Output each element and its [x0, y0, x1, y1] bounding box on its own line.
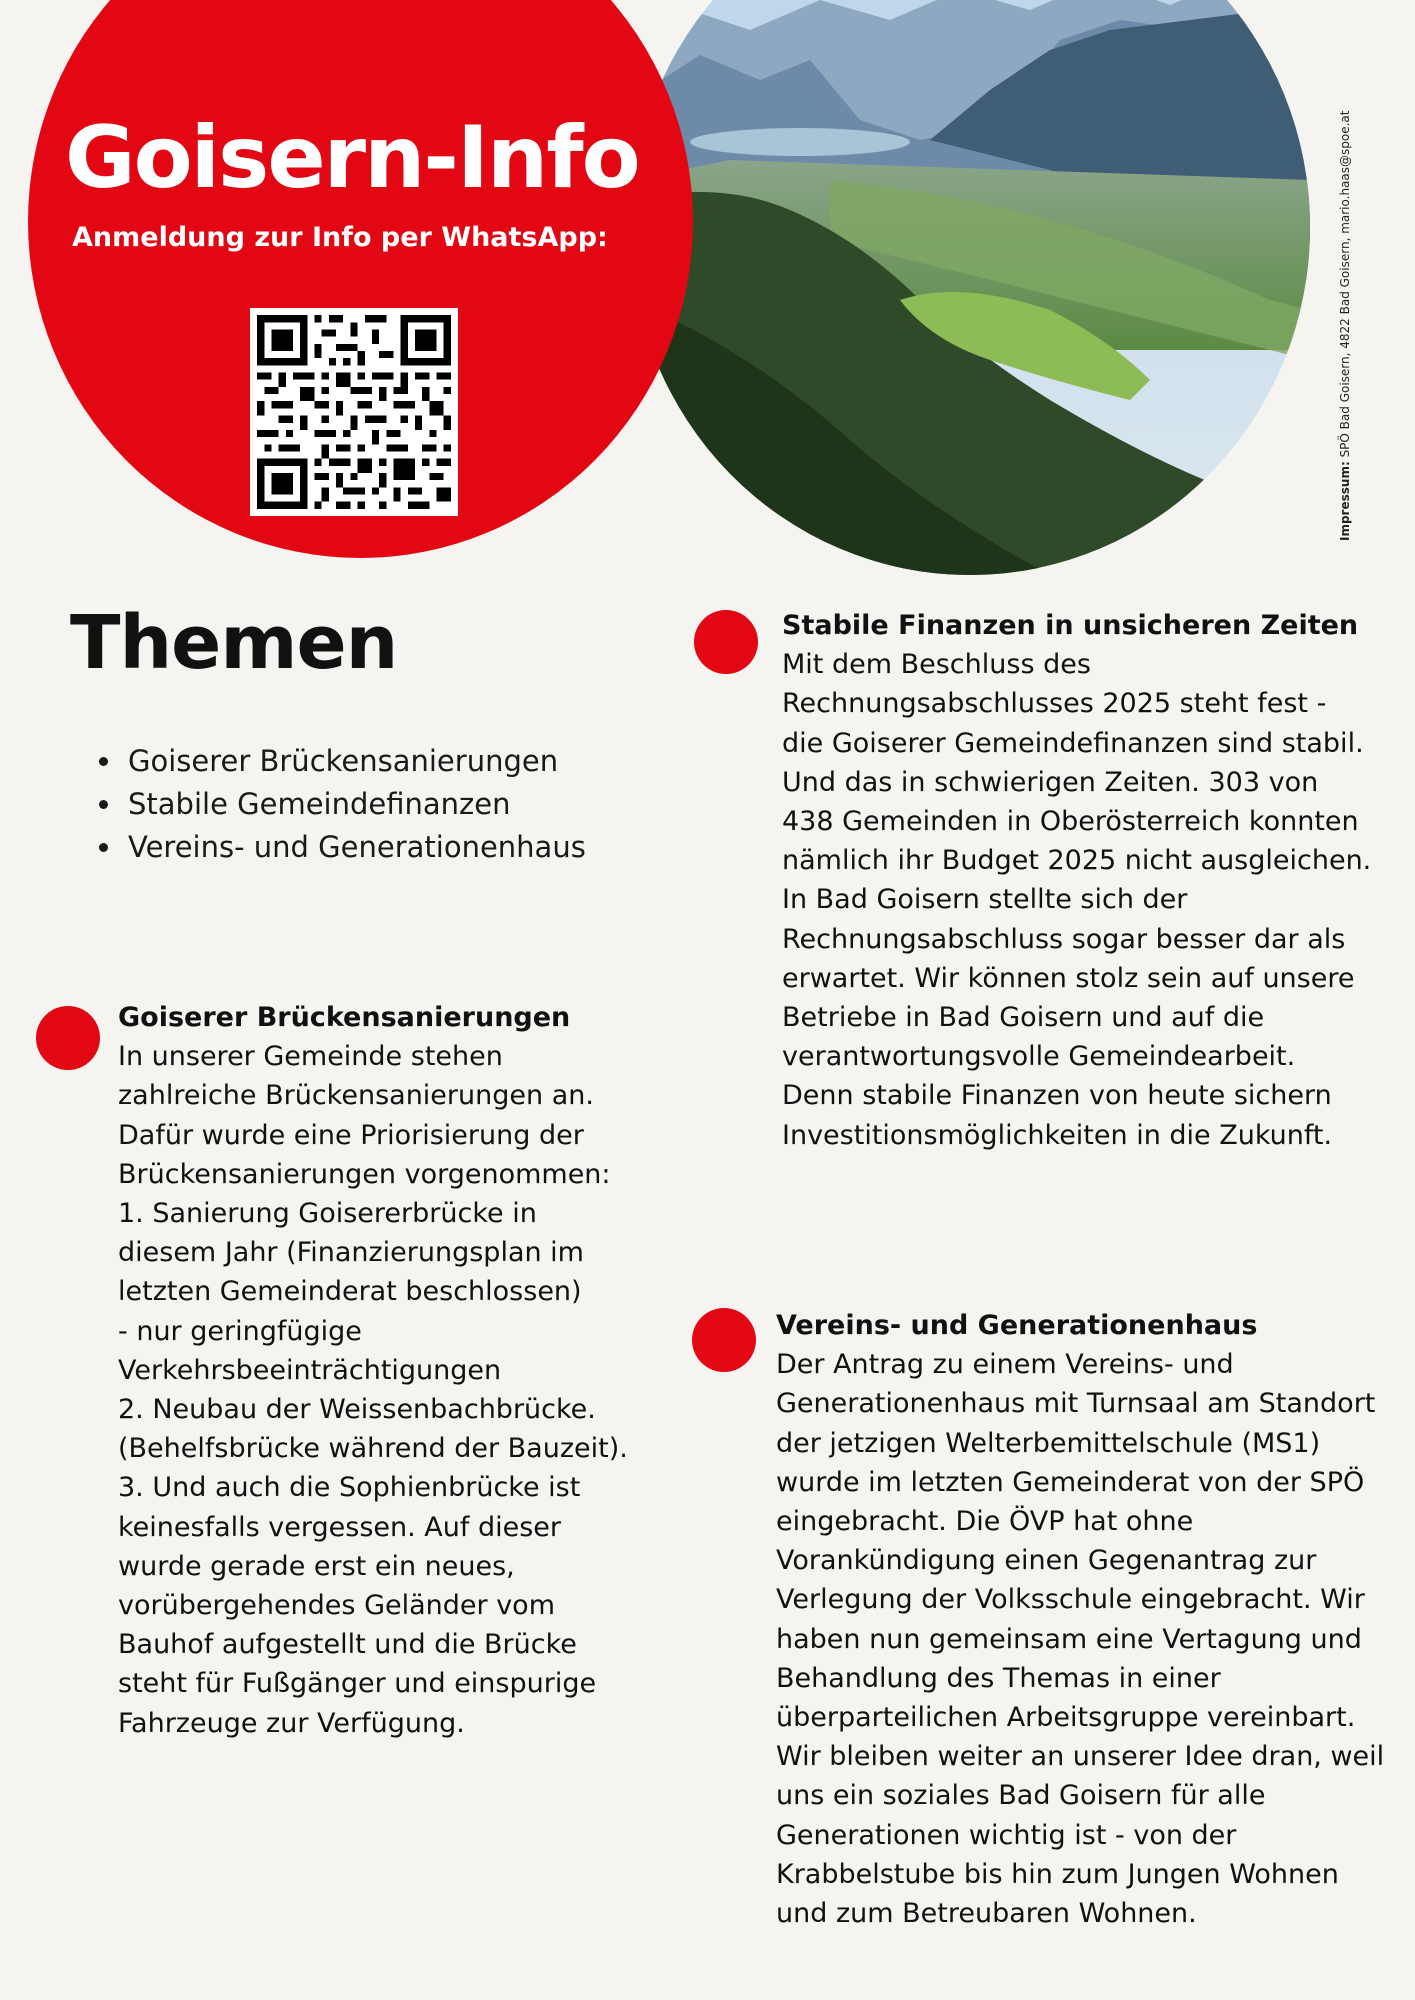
masthead-title: Goisern-Info [65, 108, 639, 208]
bullet-dot [692, 1308, 756, 1372]
article-body: Der Antrag zu einem Vereins- und Generationenhaus mit Turnsaal am Standort der jetzigen Welterbemittelschule (MS1) wurde im letzten Gemeinderat von der SPÖ eingebracht. Die ÖVP hat ohne Vorankündigung einen Gegenantrag zur Verlegung der Volksschule eingebracht. Wir haben nun gemeinsam eine Vertagung und Behandlung des Themas in einer überparteilichen Arbeitsgruppe vereinbart. Wir bleiben weiter an unserer Idee dran, weil uns ein soziales Bad Goisern für alle Generationen wichtig ist - von der Krabbelstube bis hin zum Jungen Wohnen und zum Betreubaren Wohnen. [776, 1349, 1385, 1930]
article-body: In unserer Gemeinde stehen zahlreiche Brückensanierungen an. Dafür wurde eine Priorisierung der Brückensanierungen vorgenommen: 1. Sanierung Goisererbrücke in diesem Jahr (Finanzierungsplan im letzten Gemeinderat beschlossen) - nur geringfügige Verkehrsbeeinträchtigungen 2. Neubau der Weissenbachbrücke. (Behelfsbrücke während der Bauzeit). 3. Und auch die Sophienbrücke ist keinesfalls vergessen. Auf dieser wurde gerade erst ein neues, vorübergehendes Geländer vom Bauhof aufgestellt und die Brücke steht für Fußgänger und einspurige Fahrzeuge zur Verfügung. [118, 1041, 628, 1739]
article-title: Vereins- und Generationenhaus [776, 1310, 1258, 1341]
article-title: Stabile Finanzen in unsicheren Zeiten [782, 610, 1359, 641]
article-bruecken [118, 998, 638, 1743]
themen-item: • Stabile Gemeindefinanzen [124, 783, 586, 826]
impressum [1338, 40, 1358, 555]
article-title: Goiserer Brückensanierungen [118, 1002, 571, 1033]
themen-heading: Themen [70, 600, 398, 686]
article-finanzen [782, 606, 1372, 1155]
article-vereinshaus [776, 1306, 1396, 1933]
article-body: Mit dem Beschluss des Rechnungsabschlusses 2025 steht fest - die Goiserer Gemeindefinanzen sind stabil. Und das in schwierigen Zeiten. 303 von 438 Gemeinden in Oberösterreich konnten nämlich ihr Budget 2025 nicht ausgleichen. In Bad Goisern stellte sich der Rechnungsabschluss sogar besser dar als erwartet. Wir können stolz sein auf unsere Betriebe in Bad Goisern und auf die verantwortungsvolle Gemeindearbeit. Denn stabile Finanzen von heute sichern Investitionsmöglichkeiten in die Zukunft. [782, 649, 1372, 1151]
bullet-dot [694, 610, 758, 674]
impressum-text: SPÖ Bad Goisern, 4822 Bad Goisern, mario.haas@spoe.at [1338, 110, 1352, 462]
themen-item: • Goiserer Brückensanierungen [124, 740, 586, 783]
bullet-dot [36, 1006, 100, 1070]
impressum-label: Impressum: [1338, 461, 1352, 541]
whatsapp-qr-code[interactable] [250, 308, 458, 516]
themen-item: • Vereins- und Generationenhaus [124, 826, 586, 869]
themen-list [90, 740, 586, 869]
landscape-photo [630, 0, 1310, 575]
whatsapp-signup-text: Anmeldung zur Info per WhatsApp: [72, 222, 608, 253]
